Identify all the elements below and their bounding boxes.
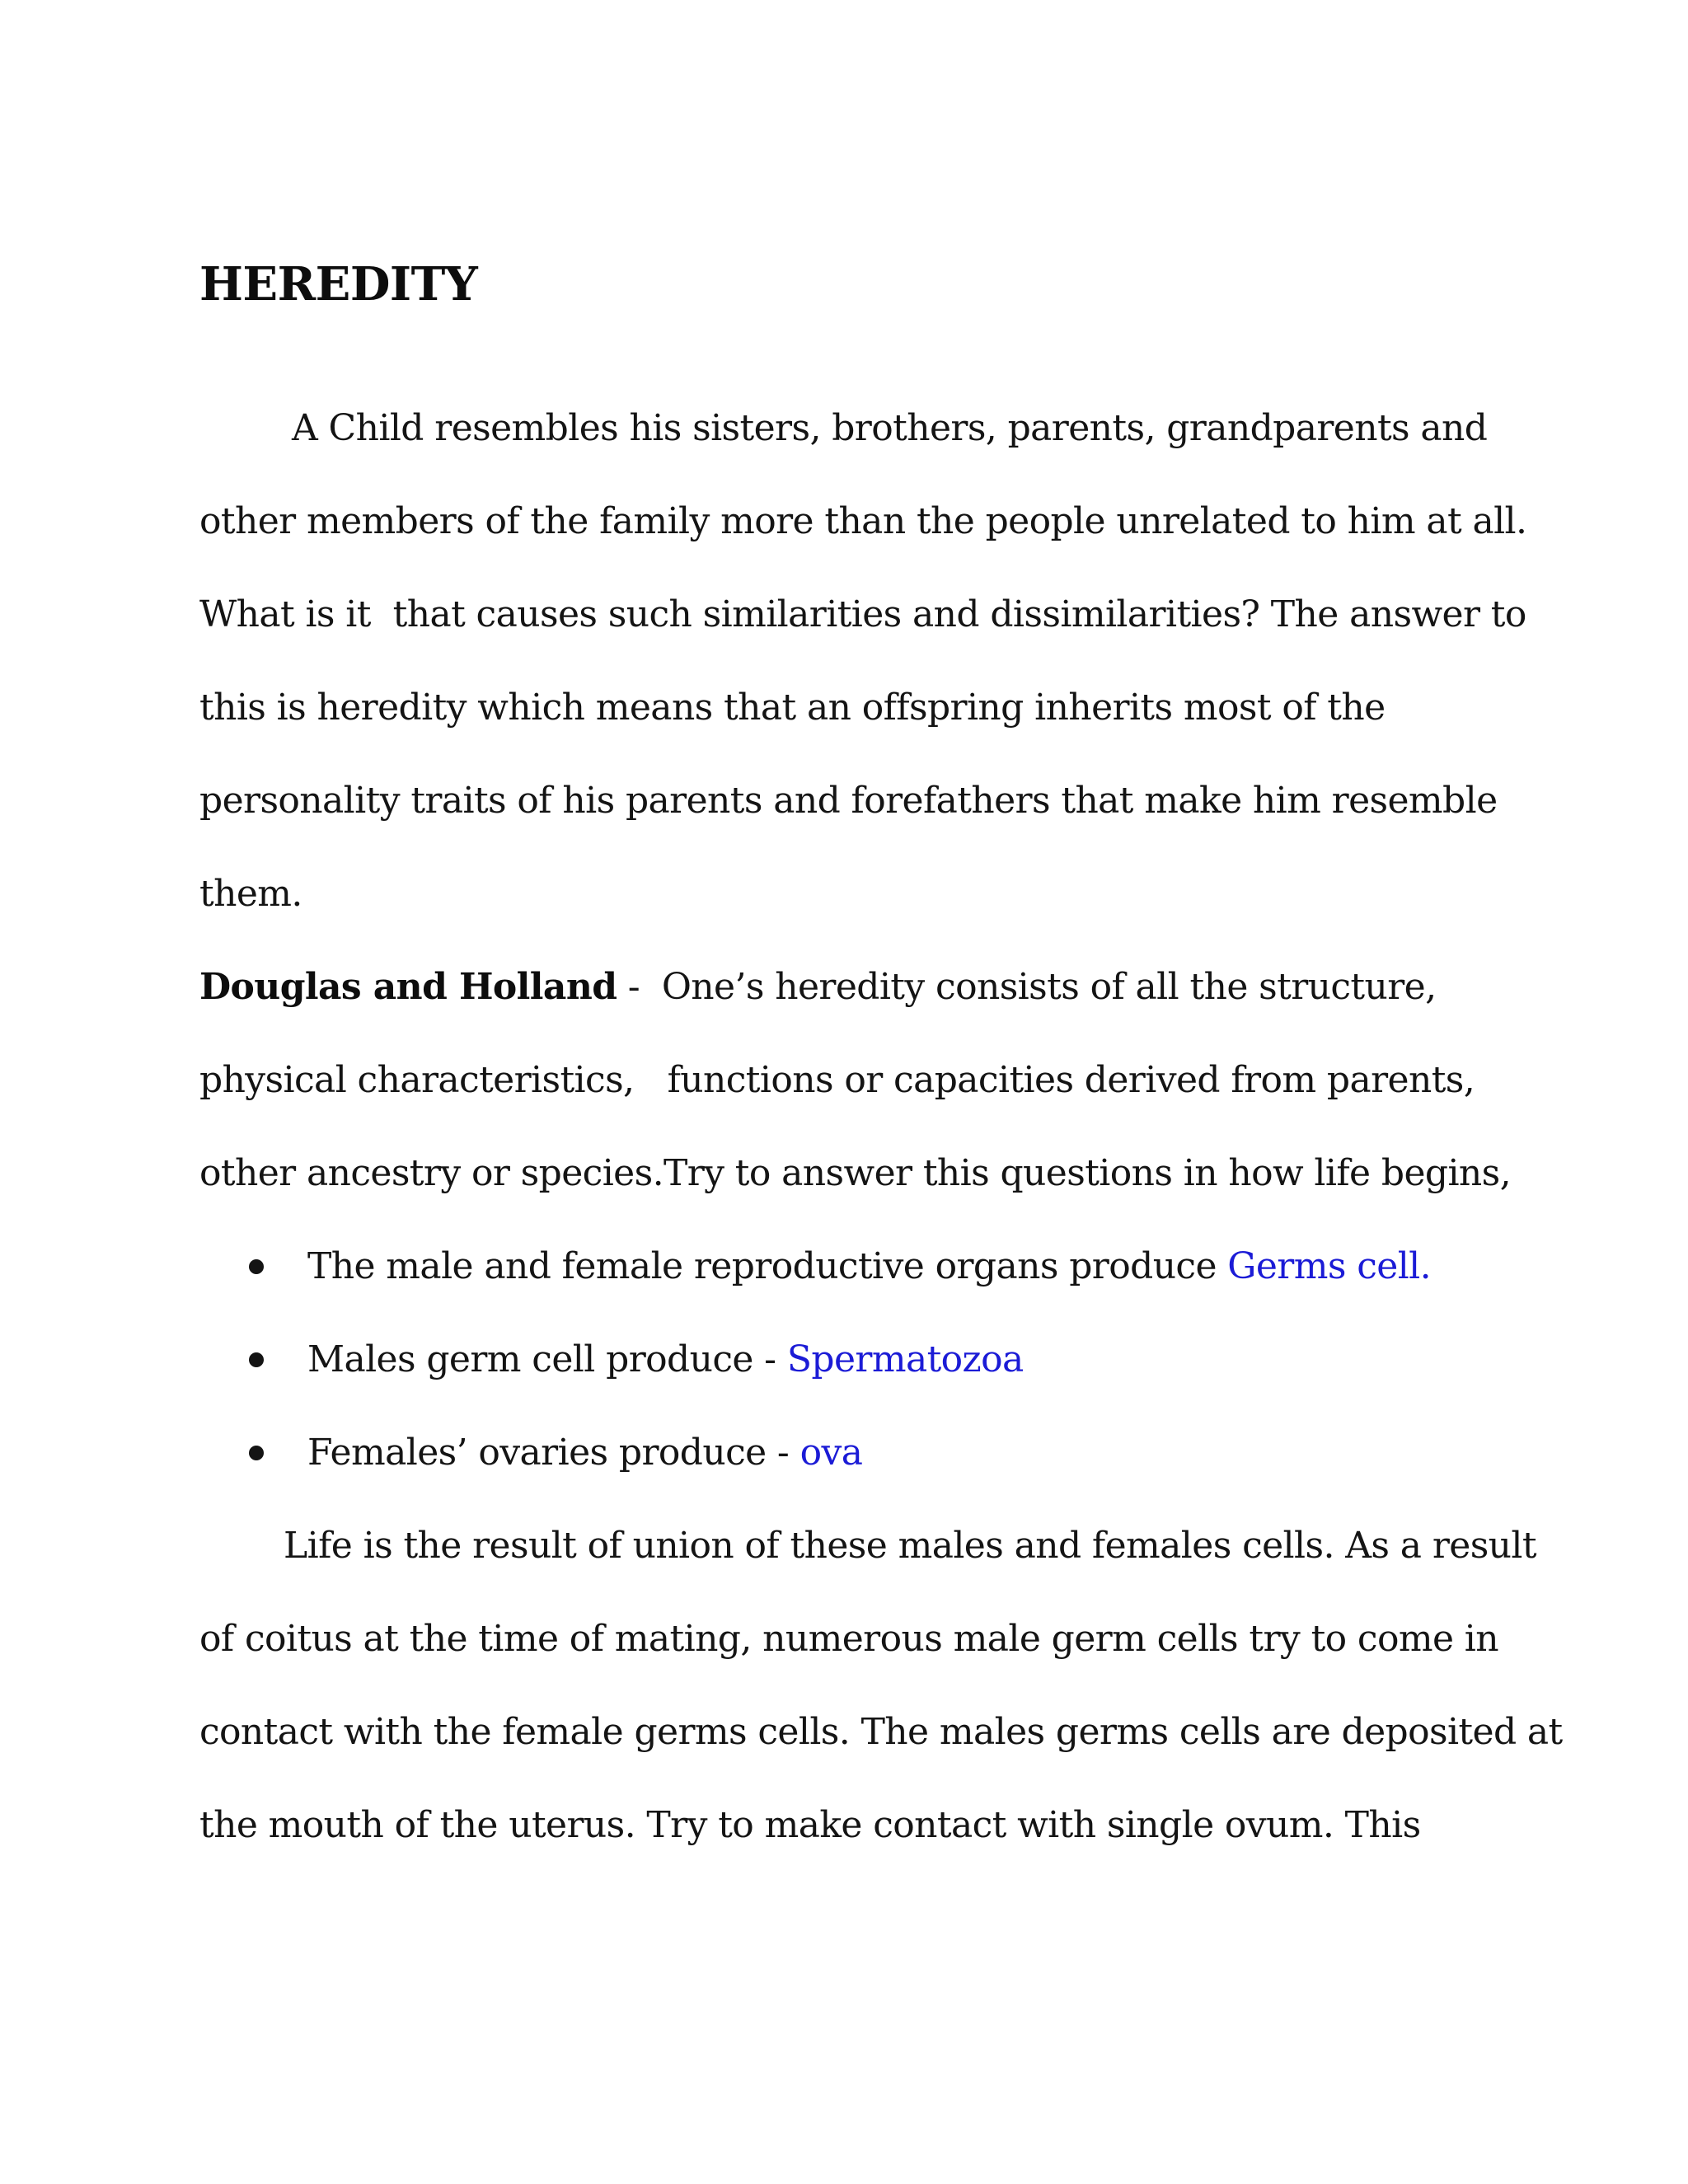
definition-line xyxy=(199,940,1518,1033)
bullet-icon xyxy=(249,1259,264,1274)
paragraph-line: A Child resembles his sisters, brothers, parents, grandparents and xyxy=(292,407,1488,449)
paragraph-line: the mouth of the uterus. Try to make contact with single ovum. This xyxy=(199,1804,1421,1846)
paragraph-line: them. xyxy=(199,873,302,915)
list-item-highlight: ova xyxy=(799,1432,863,1474)
document-body xyxy=(199,382,1563,1872)
list-item xyxy=(199,1313,1518,1406)
bullet-icon xyxy=(249,1352,264,1367)
paragraph-line: Life is the result of union of these males and females cells. As a result xyxy=(284,1525,1536,1567)
list-item xyxy=(199,1406,1518,1499)
list-item-highlight: Germs cell. xyxy=(1227,1245,1432,1287)
list-item-text: Males germ cell produce - xyxy=(307,1338,787,1380)
paragraph-line: physical characteristics, functions or capacities derived from parents, xyxy=(199,1059,1475,1101)
list-item-text: Females’ ovaries produce - xyxy=(307,1432,800,1474)
definition-separator: - xyxy=(617,966,662,1008)
list-item-text: The male and female reproductive organs produce xyxy=(307,1245,1228,1287)
paragraph-line: personality traits of his parents and forefathers that make him resemble xyxy=(199,780,1498,822)
paragraph-line: What is it that causes such similarities and dissimilarities? The answer to xyxy=(199,593,1526,635)
paragraph-line: other members of the family more than the people unrelated to him at all. xyxy=(199,500,1527,542)
definition-text: One’s heredity consists of all the structure, xyxy=(661,966,1437,1008)
list-item xyxy=(199,1220,1518,1313)
page-title: HEREDITY xyxy=(199,257,478,312)
paragraph-line: this is heredity which means that an offspring inherits most of the xyxy=(199,687,1386,729)
paragraph-line: other ancestry or species.Try to answer this questions in how life begins, xyxy=(199,1152,1512,1194)
list-item-highlight: Spermatozoa xyxy=(786,1338,1024,1380)
paragraph-line: of coitus at the time of mating, numerous male germ cells try to come in xyxy=(199,1618,1499,1660)
paragraph-line: contact with the female germs cells. The males germs cells are deposited at xyxy=(199,1711,1563,1753)
definition-author: Douglas and Holland xyxy=(199,966,617,1008)
bullet-icon xyxy=(249,1446,264,1460)
